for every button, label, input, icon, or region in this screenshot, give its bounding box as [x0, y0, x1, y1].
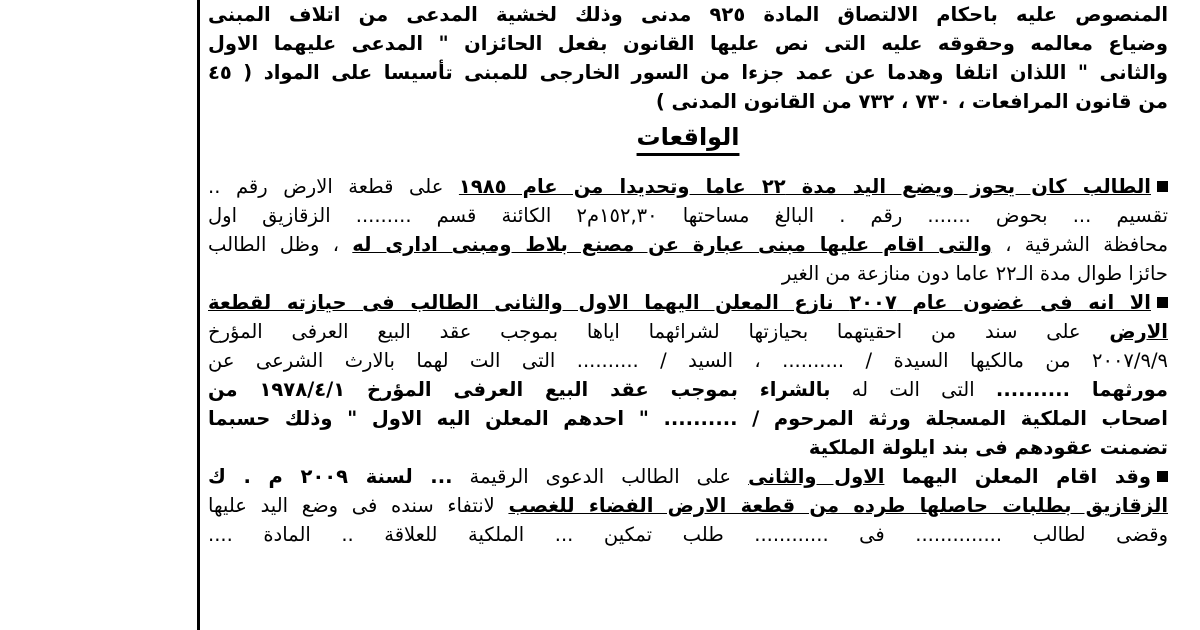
facts3-line-1-end: ... لسنة ٢٠٠٩ م . ك	[208, 465, 453, 488]
facts-paragraph-3	[208, 462, 1168, 549]
facts1-line-3-start: محافظة الشرقية ،	[991, 233, 1168, 256]
facts1-line-4: حائزا طوال مدة الـ٢٢ عاما دون منازعة من الغير	[781, 262, 1168, 285]
facts1-line-1	[208, 172, 1168, 201]
facts1-line-1-bold: الطالب كان يحوز ويضع اليد مدة ٢٢ عاما وتحديدا من عام ١٩٨٥	[458, 175, 1151, 198]
facts3-line-1	[208, 462, 1168, 491]
facts1-line-3-end: ، وظل الطالب	[208, 233, 353, 256]
facts2-line-1-bold: الا انه فى غضون عام ٢٠٠٧ نازع المعلن اليهما الاول والثانى الطالب فى حيازته لقطعة	[208, 291, 1151, 314]
facts1-line-1-rest: على قطعة الارض رقم ..	[208, 175, 459, 198]
facts3-line-1-under: الاول والثانى	[748, 465, 885, 488]
facts2-line-3: ٢٠٠٧/٩/٩ من مالكيها السيدة / .......... ، السيد / .......... التى الت لهما بالارث الشرعى عن	[208, 349, 1168, 372]
facts2-line-4-bold1: مورثهما ..........	[995, 378, 1168, 401]
facts2-line-2	[208, 317, 1168, 346]
facts-paragraph-1	[208, 172, 1168, 288]
facts3-line-2-rest: لانتفاء سنده فى وضع اليد عليها	[208, 494, 509, 517]
intro-line-1: المنصوص عليه باحكام الالتصاق المادة ٩٢٥ مدنى وذلك لخشية المدعى من اتلاف المبنى	[208, 3, 1168, 26]
facts2-line-2-rest: على سند من احقيتهما بحيازتها لشرائهما اياها بموجب عقد البيع العرفى المؤرخ	[208, 320, 1110, 343]
intro-line-3: والثانى " اللذان اتلفا وهدما عن عمد جزءا من السور الخارجى للمبنى تأسيسا على المواد ( ٤٥	[208, 61, 1168, 84]
facts2-line-4-bold2: بالشراء بموجب عقد البيع العرفى المؤرخ ١٩٧٨/٤/١ من	[208, 378, 831, 401]
facts2-line-6: تضمنت عقودهم فى بند ايلولة الملكية	[808, 436, 1168, 459]
facts2-line-4	[208, 375, 1168, 404]
facts3-line-1-start: وقد اقام المعلن اليهما	[884, 465, 1151, 488]
facts3-line-2-bold: الزقازيق بطلبات حاصلها طرده من قطعة الارض الفضاء للغصب	[508, 494, 1168, 517]
facts3-line-2	[208, 491, 1168, 520]
section-title: الواقعات	[636, 123, 740, 151]
intro-paragraph	[208, 0, 1168, 116]
facts3-line-1-mid: على الطالب الدعوى الرقيمة	[452, 465, 749, 488]
facts2-line-1	[208, 288, 1168, 317]
facts2-line-4-mid: التى الت له	[830, 378, 996, 401]
intro-line-4: من قانون المرافعات ، ٧٣٠ ، ٧٣٢ من القانون المدنى )	[655, 90, 1168, 113]
facts1-line-2: تقسيم ... بحوض ....... رقم . البالغ مساحتها ١٥٢,٣٠م٢ الكائنة قسم ......... الزقازيق اول	[208, 204, 1168, 227]
facts1-line-3-bold: والتى اقام عليها مبنى عبارة عن مصنع بلاط ومبنى ادارى له	[352, 233, 992, 256]
intro-line-2: وضياع معالمه وحقوقه عليه التى نص عليها القانون بفعل الحائزان " المدعى عليهما الاول	[208, 32, 1168, 55]
square-bullet-icon	[1157, 181, 1168, 192]
facts1-line-3	[208, 230, 1168, 259]
page-left-border	[197, 0, 200, 630]
facts2-line-2-bold: الارض	[1109, 320, 1168, 343]
facts-paragraph-2	[208, 288, 1168, 462]
facts2-line-5: اصحاب الملكية المسجلة ورثة المرحوم / .......... " احدهم المعلن اليه الاول " وذلك حسبما	[208, 407, 1168, 430]
square-bullet-icon	[1157, 471, 1168, 482]
document-body	[208, 0, 1168, 630]
square-bullet-icon	[1157, 297, 1168, 308]
facts3-line-3: وقضى لطالب .............. فى ............ طلب تمكين ... الملكية للعلاقة .. المادة ....	[208, 523, 1168, 546]
